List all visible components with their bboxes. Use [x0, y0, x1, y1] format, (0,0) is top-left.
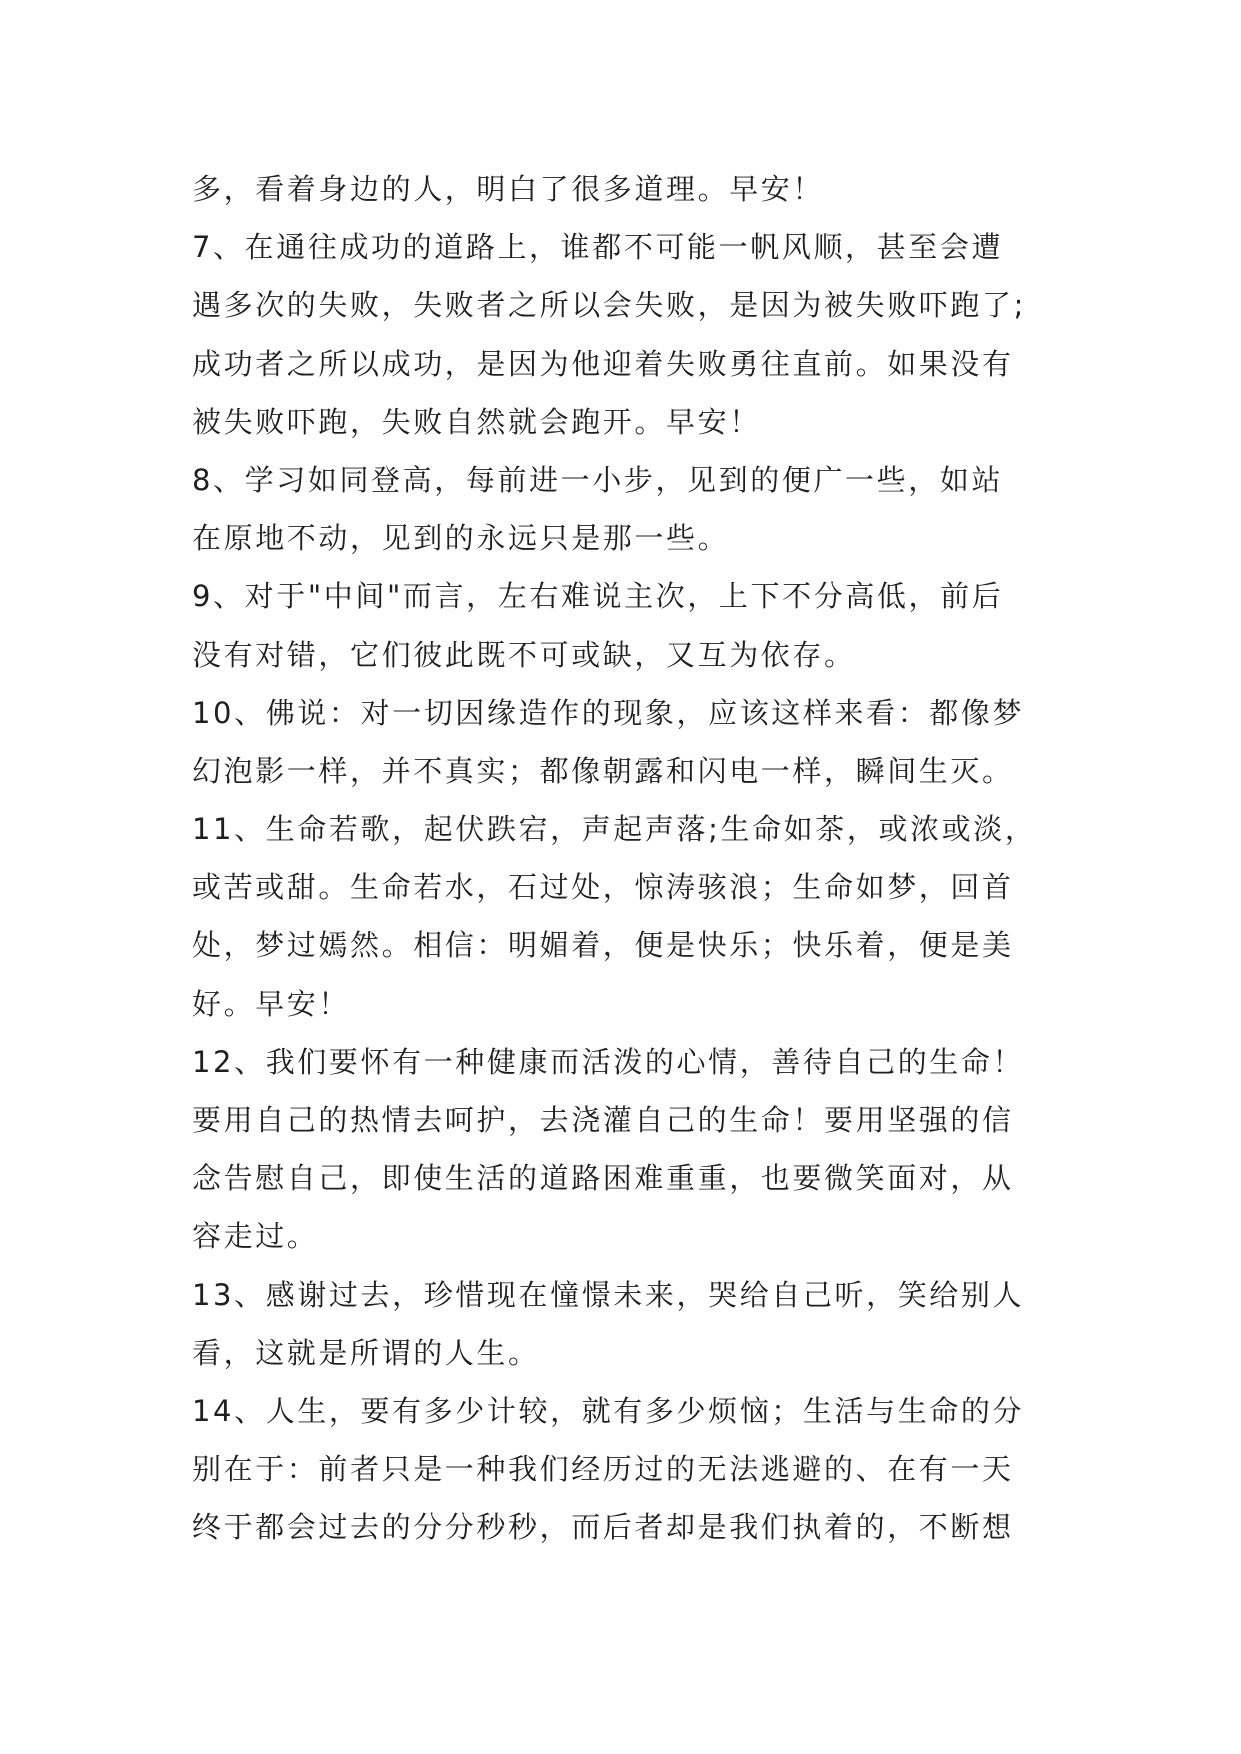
text-line: 或苦或甜。生命若水，石过处，惊涛骇浪；生命如梦，回首 [192, 870, 1014, 905]
text-line: 处，梦过嫣然。相信：明媚着，便是快乐；快乐着，便是美 [192, 928, 1014, 963]
text-line: 在原地不动，见到的永远只是那一些。 [192, 521, 730, 556]
text-line: 12、我们要怀有一种健康而活泼的心情，善待自己的生命！ [192, 1044, 1025, 1079]
text-line: 没有对错，它们彼此既不可或缺，又互为依存。 [192, 637, 856, 672]
text-line: 念告慰自己，即使生活的道路困难重重，也要微笑面对，从 [192, 1161, 1014, 1196]
text-line: 10、佛说：对一切因缘造作的现象，应该这样来看：都像梦 [192, 695, 1025, 730]
text-line: 14、人生，要有多少计较，就有多少烦恼；生活与生命的分 [192, 1393, 1025, 1428]
text-line: 7、在通往成功的道路上，谁都不可能一帆风顺，甚至会遭 [192, 230, 1004, 265]
text-line: 多，看着身边的人，明白了很多道理。早安！ [192, 172, 825, 206]
document-body [192, 160, 1082, 1557]
text-line: 8、学习如同登高，每前进一小步，见到的便广一些，如站 [192, 462, 1004, 497]
text-line: 13、感谢过去，珍惜现在憧憬未来，哭给自己听，笑给别人 [192, 1277, 1025, 1312]
text-line: 9、对于"中间"而言，左右难说主次，上下不分高低，前后 [192, 579, 1004, 614]
text-line: 容走过。 [192, 1219, 319, 1254]
text-line: 好。早安！ [192, 986, 351, 1021]
text-line: 遇多次的失败，失败者之所以会失败，是因为被失败吓跑了; [192, 288, 1026, 323]
text-line: 幻泡影一样，并不真实；都像朝露和闪电一样，瞬间生灭。 [192, 753, 1014, 788]
text-line: 要用自己的热情去呵护，去浇灌自己的生命！要用坚强的信 [192, 1103, 1014, 1137]
text-line: 别在于：前者只是一种我们经历过的无法逃避的、在有一天 [192, 1452, 1014, 1487]
text-line: 终于都会过去的分分秒秒，而后者却是我们执着的，不断想 [192, 1510, 1014, 1545]
text-line: 被失败吓跑，失败自然就会跑开。早安！ [192, 404, 761, 439]
text-line: 成功者之所以成功，是因为他迎着失败勇往直前。如果没有 [192, 346, 1014, 381]
text-line: 11、生命若歌，起伏跌宕，声起声落;生命如茶，或浓或淡， [192, 812, 1037, 847]
text-line: 看，这就是所谓的人生。 [192, 1335, 540, 1370]
